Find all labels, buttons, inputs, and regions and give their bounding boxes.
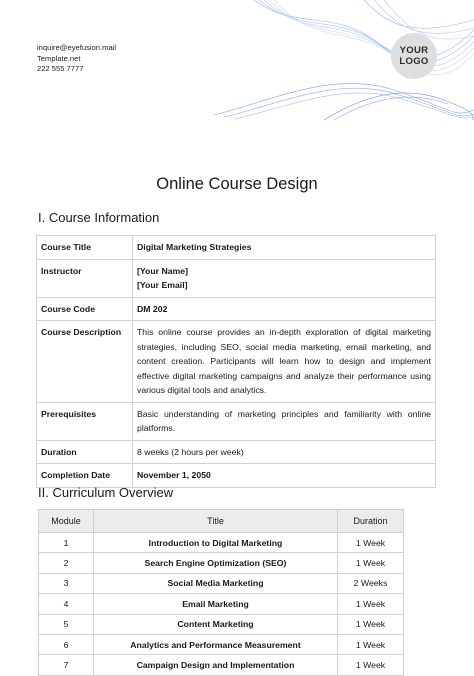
module-duration: 1 Week [338,553,404,573]
module-number: 7 [39,655,94,675]
module-title: Email Marketing [94,594,338,614]
contact-email: inquire@eyefusion.mail [37,43,117,52]
curriculum-table [38,509,404,676]
completion-date-label: Completion Date [37,464,133,488]
table-row [37,259,436,297]
table-row [37,321,436,403]
column-header-title: Title [94,510,338,533]
module-duration: 1 Week [338,634,404,654]
column-header-module: Module [39,510,94,533]
module-title: Campaign Design and Implementation [94,655,338,675]
table-row [37,402,436,440]
document-title: Online Course Design [156,175,318,193]
module-number: 2 [39,553,94,573]
duration-label: Duration [37,440,133,464]
logo-placeholder [391,33,437,79]
description-label: Course Description [37,321,133,403]
module-title: Analytics and Performance Measurement [94,634,338,654]
contact-website: Template.net [37,53,81,63]
logo-line-1: YOUR [399,45,429,56]
module-duration: 1 Week [338,533,404,553]
table-row [37,464,436,488]
instructor-value [133,259,436,297]
instructor-label: Instructor [37,259,133,297]
completion-date-value: November 1, 2050 [133,464,436,488]
duration-value: 8 weeks (2 hours per week) [133,440,436,464]
module-number: 6 [39,634,94,654]
contact-phone: 222 555 7777 [37,64,84,74]
table-header-row [39,510,404,533]
module-duration: 1 Week [338,614,404,634]
column-header-duration: Duration [338,510,404,533]
module-title: Content Marketing [94,614,338,634]
table-row [39,533,404,553]
contact-block [37,43,116,75]
course-code-label: Course Code [37,297,133,321]
table-row [39,634,404,654]
module-number: 4 [39,594,94,614]
table-row [37,297,436,321]
table-row [39,573,404,593]
table-row [39,594,404,614]
module-title: Social Media Marketing [94,573,338,593]
module-title: Search Engine Optimization (SEO) [94,553,338,573]
description-value: This online course provides an in-depth exploration of digital marketing strategies, including SEO, social media marketing, email marketing, and content creation. Participants will learn how to design and implement effective digital marketing campaigns and analyze their performance using various digital tools and analytics. [133,321,436,403]
table-row [39,553,404,573]
module-duration: 1 Week [338,655,404,675]
module-title: Introduction to Digital Marketing [94,533,338,553]
prerequisites-label: Prerequisites [37,402,133,440]
instructor-email: [Your Email] [137,280,188,290]
prerequisites-value: Basic understanding of marketing principles and familiarity with online platforms. [133,402,436,440]
table-row [39,655,404,675]
module-duration: 2 Weeks [338,573,404,593]
course-title-label: Course Title [37,236,133,260]
logo-line-2: LOGO [399,56,429,67]
table-row [39,614,404,634]
module-duration: 1 Week [338,594,404,614]
table-row [37,440,436,464]
module-number: 3 [39,573,94,593]
module-number: 5 [39,614,94,634]
course-code-value: DM 202 [133,297,436,321]
instructor-name: [Your Name] [137,265,189,276]
table-row [37,236,436,260]
module-number: 1 [39,533,94,553]
section-heading-course-info: I. Course Information [38,210,160,225]
section-heading-curriculum: II. Curriculum Overview [38,485,174,500]
course-title-value: Digital Marketing Strategies [133,236,436,260]
course-info-table [36,235,436,488]
